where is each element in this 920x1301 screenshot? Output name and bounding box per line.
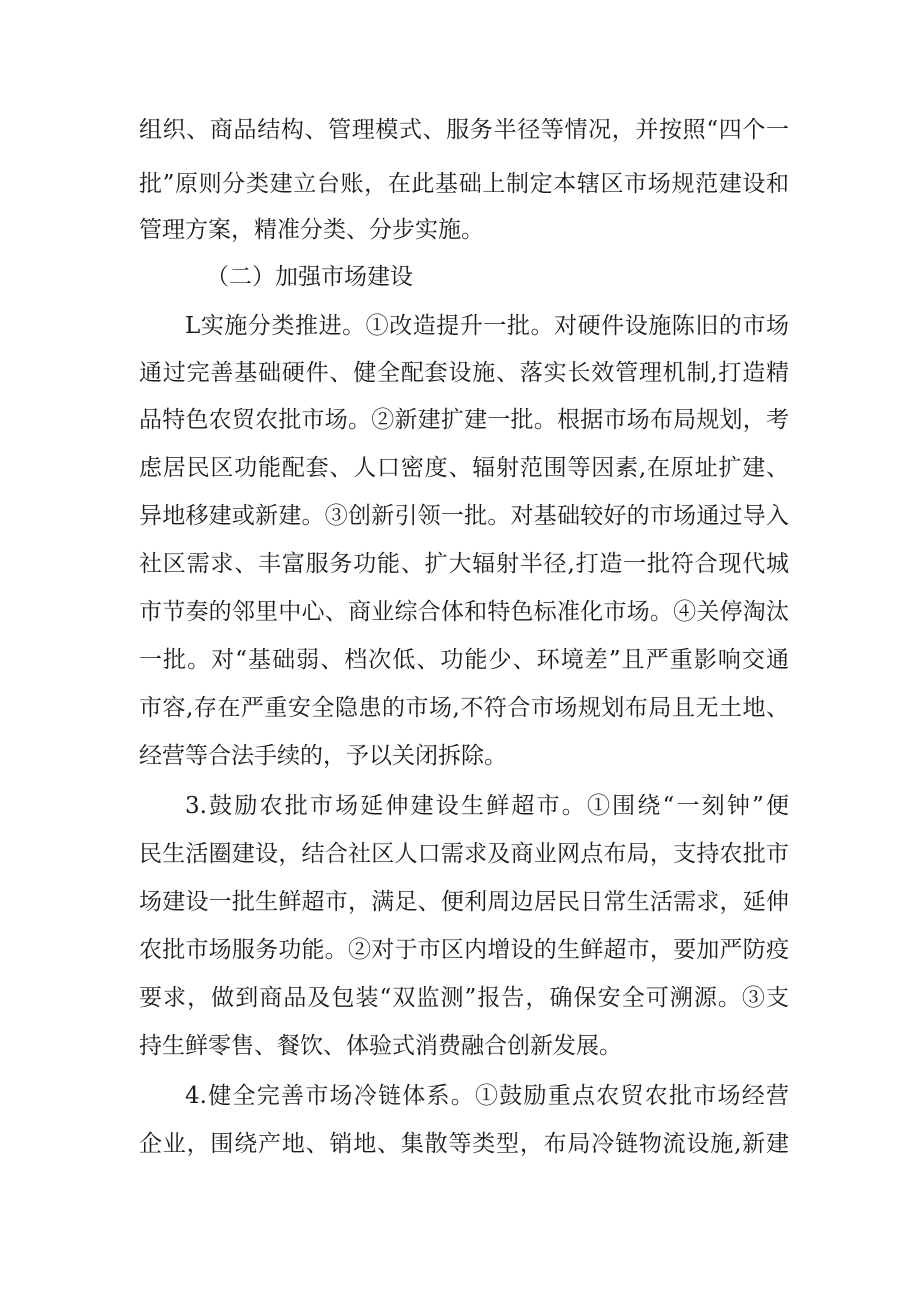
paragraph-line: 民生活圈建设，结合社区人口需求及商业网点布局，支持农批市 [139,841,789,867]
paragraph-line: 批”原则分类建立台账，在此基础上制定本辖区市场规范建设和 [139,171,789,197]
paragraph-line: 管理方案，精准分类、分步实施。 [139,217,484,243]
paragraph-line: 3.鼓励农批市场延伸建设生鲜超市。①围绕“一刻钟”便 [185,793,789,819]
paragraph-line: 市容,存在严重安全隐患的市场,不符合市场规划布局且无土地、 [139,695,789,721]
paragraph-line: 一批。对“基础弱、档次低、功能少、环境差”且严重影响交通 [139,647,789,673]
paragraph-line: 场建设一批生鲜超市，满足、便利周边居民日常生活需求，延伸 [139,889,789,915]
paragraph-line: 组织、商品结构、管理模式、服务半径等情况，并按照“四个一 [139,117,789,143]
paragraph-line: 要求，做到商品及包装“双监测”报告，确保安全可溯源。③支 [139,985,789,1011]
paragraph-line: 经营等合法手续的，予以关闭拆除。 [139,743,507,769]
paragraph-line: 持生鲜零售、餐饮、体验式消费融合创新发展。 [139,1033,622,1059]
paragraph-line: 品特色农贸农批市场。②新建扩建一批。根据市场布局规划，考 [139,407,789,433]
paragraph-line: 市节奏的邻里中心、商业综合体和特色标准化市场。④关停淘汰 [139,599,789,625]
paragraph-line: 企业，围绕产地、销地、集散等类型，布局冷链物流设施,新建 [139,1131,789,1157]
paragraph-line: 通过完善基础硬件、健全配套设施、落实长效管理机制,打造精 [139,360,789,386]
paragraph-line: 异地移建或新建。③创新引领一批。对基础较好的市场通过导入 [139,503,789,529]
paragraph-line: L实施分类推进。①改造提升一批。对硬件设施陈旧的市场 [185,313,789,339]
section-heading: （二）加强市场建设 [206,264,413,290]
paragraph-line: 农批市场服务功能。②对于市区内增设的生鲜超市，要加严防疫 [139,937,789,963]
paragraph-line: 4.健全完善市场冷链体系。①鼓励重点农贸农批市场经营 [185,1083,789,1109]
paragraph-line: 虑居民区功能配套、人口密度、辐射范围等因素,在原址扩建、 [139,455,789,481]
paragraph-line: 社区需求、丰富服务功能、扩大辐射半径,打造一批符合现代城 [139,551,789,577]
